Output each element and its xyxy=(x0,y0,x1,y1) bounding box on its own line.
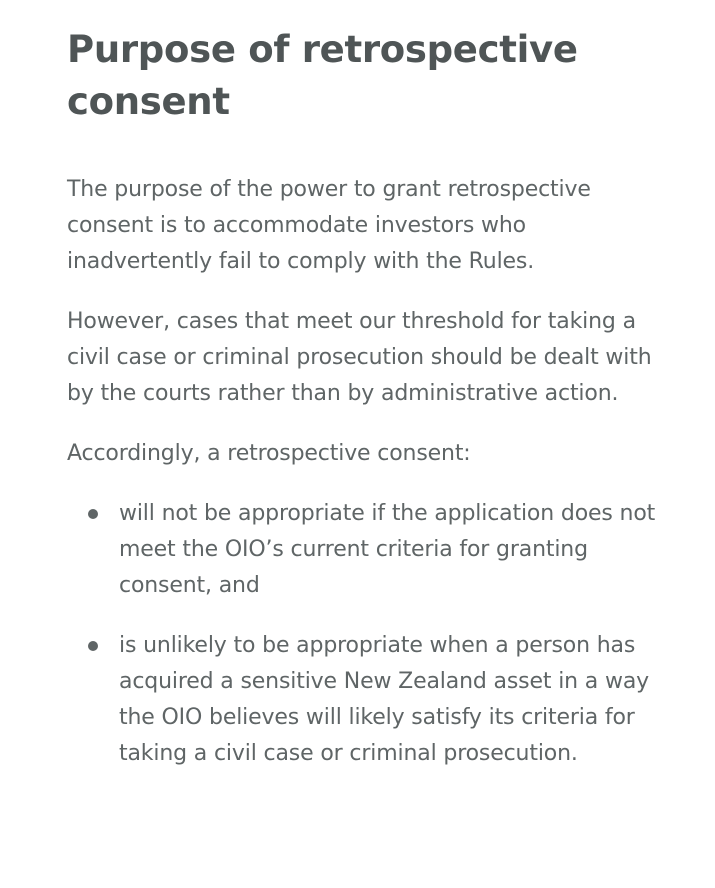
paragraph-accordingly: Accordingly, a retrospective consent: xyxy=(67,441,471,466)
bullet-dot-icon xyxy=(88,641,98,651)
paragraph-threshold: However, cases that meet our threshold for taking a civil case or criminal prosecution should be dealt with by the courts rather than by administrative action. xyxy=(67,309,652,406)
bullet-text: will not be appropriate if the application does not meet the OIO’s current criteria for granting consent, and xyxy=(119,501,656,598)
bullet-item xyxy=(67,496,667,604)
bullet-text: is unlikely to be appropriate when a person has acquired a sensitive New Zealand asset in a way the OIO believes will likely satisfy its criteria for taking a civil case or criminal prosecution. xyxy=(119,633,650,766)
bullet-item xyxy=(67,628,667,772)
bullet-list xyxy=(67,496,667,772)
page-title: Purpose of retrospective consent xyxy=(67,28,578,123)
article-content xyxy=(67,24,667,796)
paragraph-purpose: The purpose of the power to grant retrospective consent is to accommodate investors who inadvertently fail to comply with the Rules. xyxy=(67,177,591,274)
bullet-dot-icon xyxy=(88,509,98,519)
